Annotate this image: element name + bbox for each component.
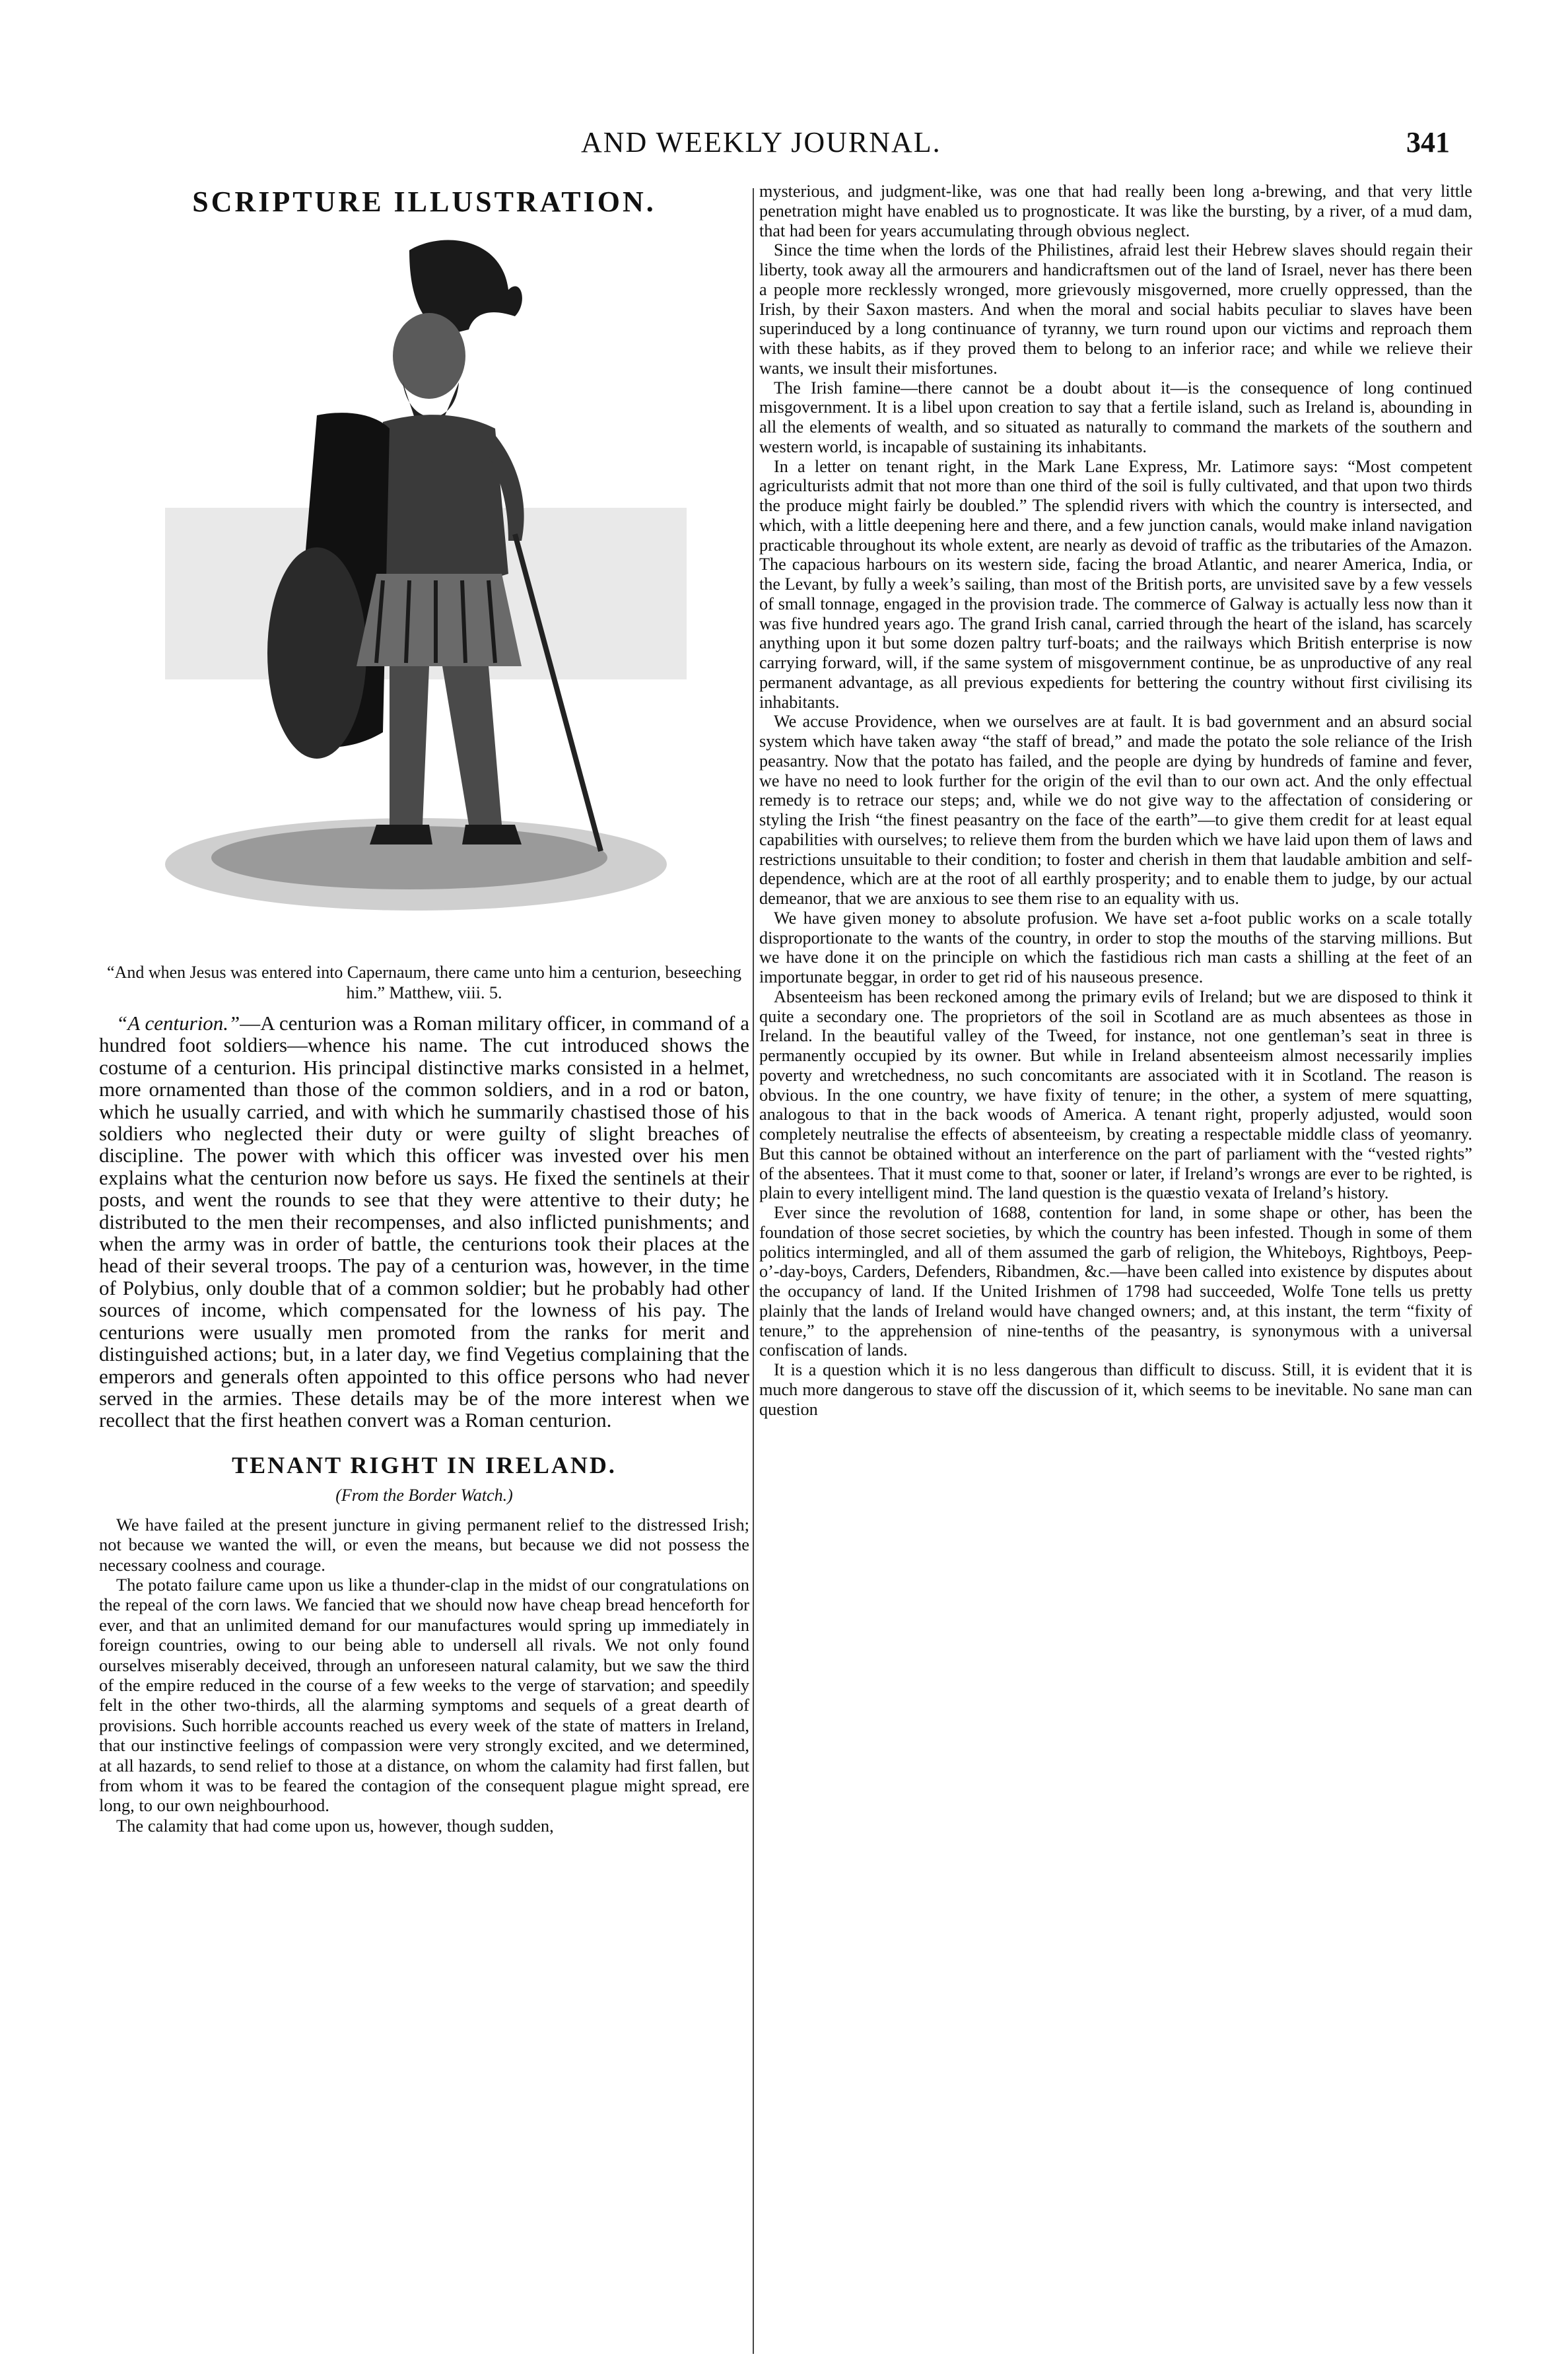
tenant-paragraph: The Irish famine—there cannot be a doubt about it—is the consequence of long continued misgovernment. It is a libel upon creation to say that a fertile island, such as Ireland is, abounding in all the elements of wealth, and so situated as naturally to command the markets of the southern and western world, is incapable of sustaining its inhabitants. [759,378,1472,456]
tenant-paragraph: It is a question which it is no less dangerous than difficult to discuss. Still, it is evident that it is much more dangerous to stave off the discussion of it, which seems to be inevitable. No sane man can question [759,1360,1472,1419]
running-head [0,125,1568,172]
tenant-source: (From the Border Watch.) [335,1485,513,1505]
centurion-text: —A centurion was a Roman military officer, in command of a hundred foot soldiers—whence his name. The cut introduced shows the costume of a centurion. His principal distinctive marks consisted in a helmet, more ornamented than those of the common soldiers, and in a rod or baton, which he usually carried, and with which he summarily chastised those of his soldiers who neglected their duty or were guilty of slight breaches of discipline. The power with which this officer was invested over his men explains what the centurion now before us says. He fixed the sentinels at their posts, and went the rounds to see that they were attentive to their duty; he distributed to the men their recompenses, and also inflicted punishments; and when the army was in order of battle, the centurions took their places at the head of their several troops. The pay of a centurion was, however, in the time of Polybius, only double that of a common soldier; but he probably had other sources of income, which compensated for the lowness of his pay. The centurions were usually men promoted from the ranks for merit and distinguished actions; but, in a later day, we find Vegetius complaining that the emperors and generals often appointed to this office persons who had never served in the armies. These details may be of the more interest when we recollect that the first heathen convert was a Roman centurion. [99,1012,749,1432]
tenant-paragraph: In a letter on tenant right, in the Mark Lane Express, Mr. Latimore says: “Most competent agriculturists admit that not more than one third of the soil is fully cultivated, and that upon two thirds the produce might fairly be doubled.” The splendid rivers with which the country is intersected, and which, with a little deepening here and there, and a few junction canals, would make inland navigation practicable throughout its whole extent, are nearly as devoid of traffic as the tributaries of the Amazon. The capacious harbours on its western side, facing the broad Atlantic, and nearer America, India, or the Levant, by fully a week’s sailing, than most of the British ports, are unvisited save by a few vessels of small tonnage, engaged in the provision trade. The commerce of Galway is actually less now than it was five hundred years ago. The grand Irish canal, carried through the heart of the island, has scarcely anything upon it but some dozen paltry turf-boats; and the railways which British enterprise is now carrying forward, will, if the same system of misgovernment continue, be as unproductive of any real permanent advantage, as all previous expedients for bettering the country without first civilising its inhabitants. [759,456,1472,712]
column-rule [753,188,754,2354]
tenant-paragraph: The calamity that had come upon us, however, though sudden, [116,1815,554,1836]
tenant-title: TENANT RIGHT IN IRELAND. [232,1451,617,1478]
centurion-paragraph [99,1012,749,1431]
scripture-title: SCRIPTURE ILLUSTRATION. [192,186,656,218]
centurion-illustration [99,230,749,957]
tenant-paragraph: We have failed at the present juncture in giving permanent relief to the distressed Irish; not because we wanted the will, or even the means, but because we did not possess the necessary coolness and courage. [99,1514,749,1575]
tenant-paragraph: The potato failure came upon us like a thunder-clap in the midst of our congratulations on the repeal of the corn laws. We fancied that we should now have cheap bread henceforth for ever, and that an unlimited demand for our manufactures would spring up immediately in foreign countries, owing to our being able to undersell all rivals. We not only found ourselves miserably deceived, through an unforeseen natural calamity, but we saw the third of the empire reduced in the course of a few weeks to the verge of starvation; and speedily felt in the other two-thirds, all the alarming symptoms and sequels of a great dearth of provisions. Such horrible accounts reached us every week of the state of matters in Ireland, that our instinctive feelings of compassion were very strongly excited, and we determined, at all hazards, to send relief to those at a distance, on whom the calamity had first fallen, but from whom it was to be feared the contagion of the consequent plague might spread, ere long, to our own neighbourhood. [99,1574,749,1816]
running-title: AND WEEKLY JOURNAL. [581,126,941,158]
tenant-paragraph: mysterious, and judgment-like, was one that had really been long a-brewing, and that very little penetration might have enabled us to prognosticate. It was like the bursting, by a river, of a mud dam, that had been for years accumulating through obvious neglect. [759,182,1472,240]
page-number: 341 [1406,126,1450,158]
figure-caption: “And when Jesus was entered into Capernaum, there came unto him a centurion, beseeching him.” Matthew, viii. 5. [107,963,741,1002]
right-column [759,182,1472,1419]
tenant-paragraph: Since the time when the lords of the Philistines, afraid lest their Hebrew slaves should regain their liberty, took away all the armourers and handicraftsmen out of the land of Israel, never has there been a people more recklessly wronged, more grievously misgoverned, more cruelly oppressed, than the Irish, by their Saxon masters. And when the moral and social habits peculiar to slaves have been superinduced by a long continuance of tyranny, we turn round upon our victims and reproach them with these habits, as if they proved them to belong to an inferior race; and while we relieve their wants, we insult their misfortunes. [759,240,1472,378]
centurion-lead: “A centurion.” [116,1012,240,1035]
centurion-article [99,1012,749,1431]
tenant-paragraph: We accuse Providence, when we ourselves are at fault. It is bad government and an absurd social system which have taken away “the staff of bread,” and made the potato the sole reliance of the Irish peasantry. Now that the potato has failed, and the people are dying by hundreds of famine and fever, we have no need to look further for the origin of the evil than to our own act. And the only effectual remedy is to retrace our steps; and, while we do not give way to the affectation of considering or styling the Irish “the finest peasantry on the face of the earth”—to give them credit for at least equal capabilities with ourselves; to relieve them from the burden which we have laid upon them of laws and restrictions unsuitable to their condition; to foster and cherish in them that laudable ambition and self-dependence, which are at the root of all earthly prosperity; and to enable them to judge, by our actual demeanor, that we are anxious to see them rise to an equality with us. [759,712,1472,908]
tenant-paragraph: Ever since the revolution of 1688, contention for land, in some shape or other, has been the foundation of those secret societies, by which the country has been infested. Though in some of them politics intermingled, and all of them assumed the garb of religion, the Whiteboys, Rightboys, Peep-o’-day-boys, Carders, Defenders, Ribandmen, &c.—have been called into existence by disputes about the occupancy of land. If the United Irishmen of 1798 had succeeded, Wolfe Tone tells us pretty plainly that the lands of Ireland would have changed owners; and, at this instant, the term “fixity of tenure,” to the apprehension of nine-tenths of the peasantry, is synonymous with a universal confiscation of lands. [759,1203,1472,1360]
left-column [99,185,749,1836]
tenant-article-left [99,1515,749,1836]
tenant-paragraph: Absenteeism has been reckoned among the primary evils of Ireland; but we are disposed to think it quite a secondary one. The proprietors of the soil in Scotland are as much absentees as those in Ireland. In the beautiful valley of the Tweed, for instance, not one gentleman’s seat in three is permanently occupied by its owner. But while in Ireland absenteeism almost necessarily implies poverty and wretchedness, no such concomitants are associated with it in Scotland. The reason is obvious. In the one country, we have fixity of tenure; in the other, a system of mere squatting, analogous to that in the back woods of America. A tenant right, properly adjusted, would soon completely neutralise the effects of absenteeism, by creating a respectable middle class of yeomanry. But this cannot be obtained without an interference on the part of parliament with the “vested rights” of the absentees. That it must come to that, sooner or later, if Ireland’s wrongs are ever to be righted, is plain to every intelligent mind. The land question is the quæstio vexata of Ireland’s history. [759,986,1472,1203]
tenant-paragraph: We have given money to absolute profusion. We have set a-foot public works on a scale totally disproportionate to the wants of the country, in order to stop the mouths of the starving millions. But we have done it on the principle on which the fastidious rich man casts a shilling at the feet of an importunate beggar, in order to get rid of his nauseous presence. [759,908,1472,986]
centurion-engraving-svg [99,230,749,957]
